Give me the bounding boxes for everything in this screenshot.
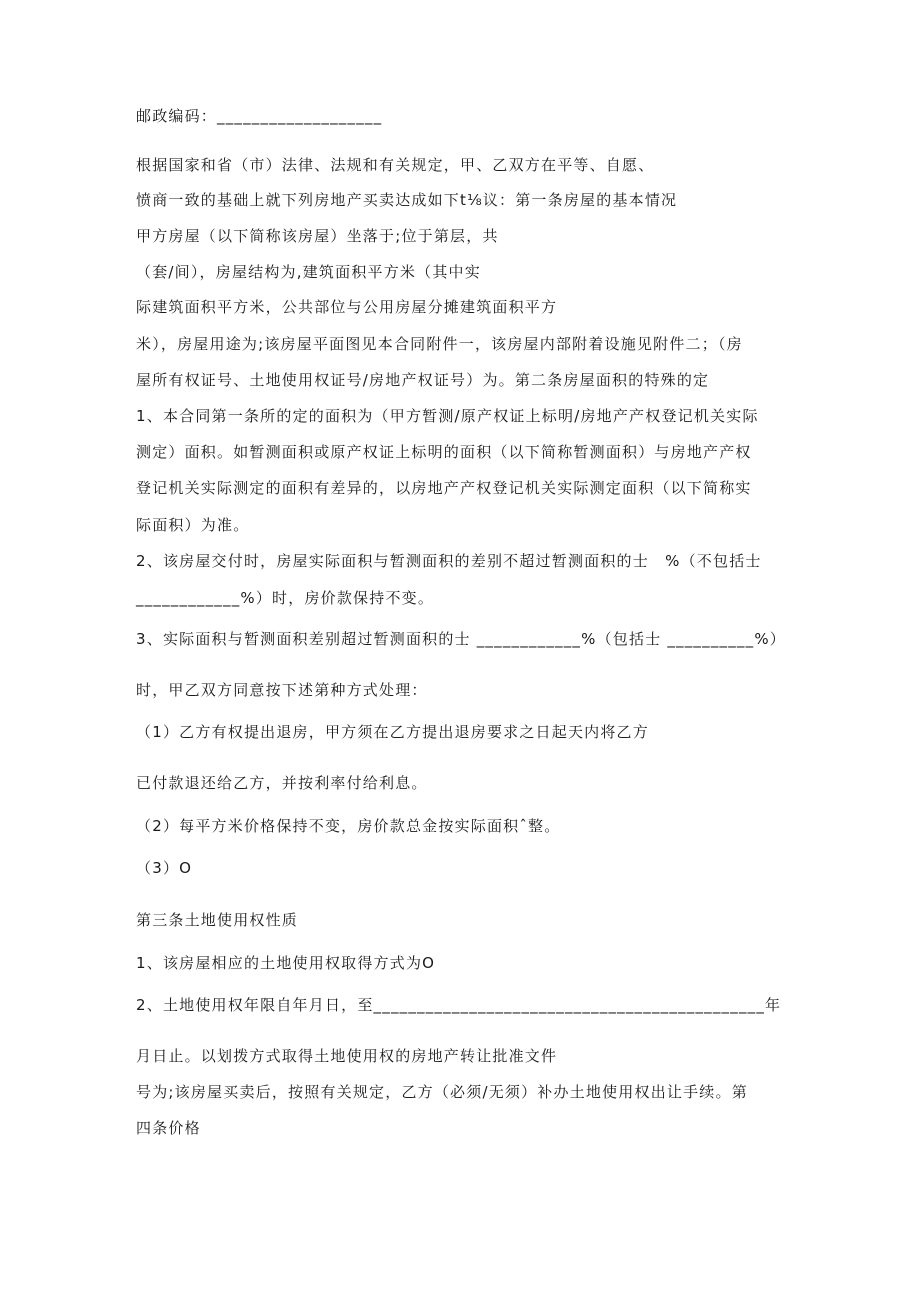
text-line: 2、该房屋交付时，房屋实际面积与暂测面积的差别不超过暂测面积的士 %（不包括士	[136, 552, 762, 570]
section-heading: 四条价格	[136, 1119, 201, 1137]
text-line: 甲方房屋（以下简称该房屋）坐落于;位于第层，共	[136, 227, 499, 245]
text-line: （2）每平方米价格保持不变，房价款总金按实际面积ˆ整。	[136, 817, 561, 835]
text-line: 号为;该房屋买卖后，按照有关规定，乙方（必须/无须）补办土地使用权出让手续。第	[136, 1083, 748, 1101]
text-line: 屋所有权证号、土地使用权证号/房地产权证号）为。第二条房屋面积的特殊的定	[136, 371, 710, 389]
text-line: ____________%）时，房价款保持不变。	[136, 589, 435, 607]
text-line: 际面积）为准。	[136, 516, 250, 534]
text-line: 际建筑面积平方米，公共部位与公用房屋分摊建筑面积平方	[136, 298, 558, 316]
text-line: 测定）面积。如暂测面积或原产权证上标明的面积（以下简称暂测面积）与房地产产权	[136, 443, 752, 461]
text-line: 月日止。以划拨方式取得土地使用权的房地产转让批准文件	[136, 1047, 558, 1065]
text-line: 时，甲乙双方同意按下述第种方式处理：	[136, 681, 428, 699]
text-line: 愤商一致的基础上就下列房地产买卖达成如下t⅛议：第一条房屋的基本情况	[136, 191, 678, 209]
text-line: 1、本合同第一条所的定的面积为（甲方暂测/原产权证上标明/房地产产权登记机关实际	[136, 407, 759, 425]
text-line: 根据国家和省（市）法律、法规和有关规定，甲、乙双方在平等、自愿、	[136, 156, 655, 174]
text-line: 3、实际面积与暂测面积差别超过暂测面积的士 ____________%（包括士 __________%）	[136, 630, 786, 648]
postal-code-line: 邮政编码：___________________	[136, 107, 383, 125]
text-line: 登记机关实际测定的面积有差异的，以房地产产权登记机关实际测定面积（以下简称实	[136, 479, 752, 497]
section-heading: 第三条土地使用权性质	[136, 911, 299, 929]
text-line: （1）乙方有权提出退房，甲方须在乙方提出退房要求之日起天内将乙方	[136, 723, 649, 741]
text-line: （3）O	[136, 859, 193, 877]
text-line: 已付款退还给乙方，并按利率付给利息。	[136, 774, 428, 792]
text-line: 2、土地使用权年限自年月日，至_____________________________________________年	[136, 996, 782, 1014]
text-line: 米），房屋用途为;该房屋平面图见本合同附件一，该房屋内部附着设施见附件二；（房	[136, 335, 743, 353]
text-line: 1、该房屋相应的土地使用权取得方式为O	[136, 954, 436, 972]
text-line: （套/间），房屋结构为,建筑面积平方米（其中实	[136, 263, 481, 281]
